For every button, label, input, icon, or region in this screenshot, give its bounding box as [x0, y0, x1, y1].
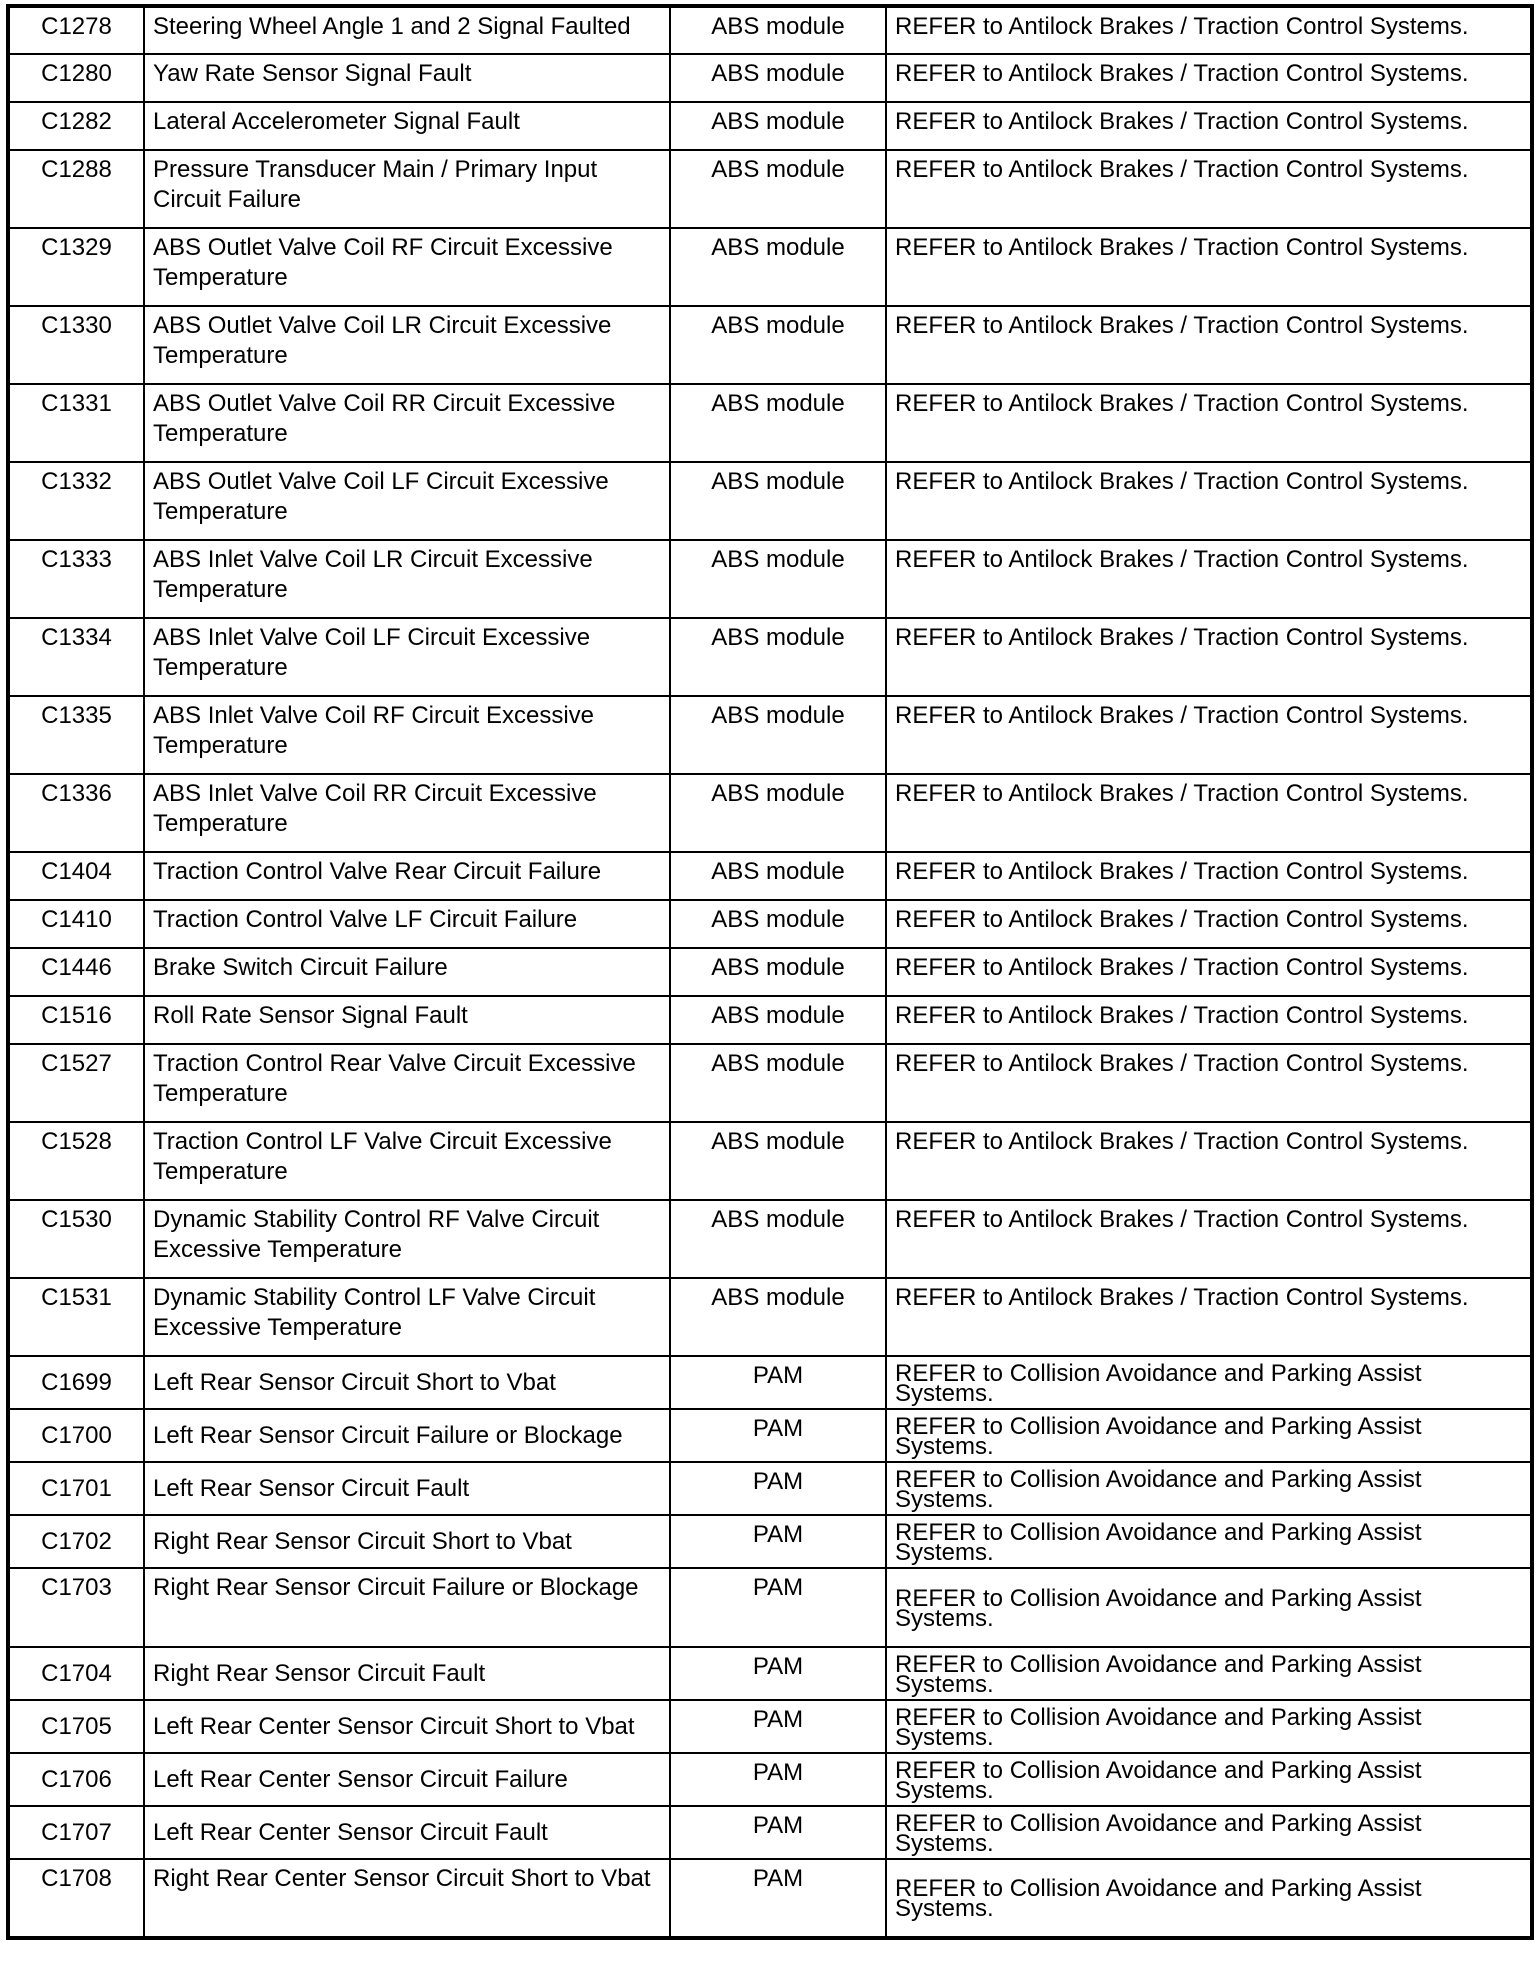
dtc-description: Left Rear Sensor Circuit Short to Vbat [144, 1356, 670, 1409]
dtc-module: PAM [670, 1859, 886, 1938]
table-row [8, 6, 1532, 54]
dtc-module: ABS module [670, 54, 886, 102]
dtc-description: Steering Wheel Angle 1 and 2 Signal Faulted [144, 6, 670, 54]
dtc-module: PAM [670, 1806, 886, 1859]
dtc-action: REFER to Antilock Brakes / Traction Control Systems. [886, 306, 1532, 384]
dtc-code: C1404 [8, 852, 144, 900]
dtc-module: ABS module [670, 948, 886, 996]
dtc-code: C1329 [8, 228, 144, 306]
table-row [8, 540, 1532, 618]
table-row [8, 462, 1532, 540]
dtc-module: ABS module [670, 6, 886, 54]
dtc-description: Right Rear Sensor Circuit Fault [144, 1647, 670, 1700]
dtc-description: Roll Rate Sensor Signal Fault [144, 996, 670, 1044]
dtc-table [6, 4, 1534, 1940]
dtc-code: C1410 [8, 900, 144, 948]
dtc-action: REFER to Antilock Brakes / Traction Control Systems. [886, 948, 1532, 996]
dtc-description: ABS Outlet Valve Coil RR Circuit Excessive Temperature [144, 384, 670, 462]
table-row [8, 1515, 1532, 1568]
dtc-module: ABS module [670, 384, 886, 462]
dtc-module: PAM [670, 1647, 886, 1700]
dtc-module: ABS module [670, 228, 886, 306]
dtc-action: REFER to Antilock Brakes / Traction Control Systems. [886, 900, 1532, 948]
table-row [8, 54, 1532, 102]
table-row [8, 948, 1532, 996]
dtc-module: PAM [670, 1409, 886, 1462]
dtc-module: ABS module [670, 1122, 886, 1200]
dtc-action: REFER to Antilock Brakes / Traction Control Systems. [886, 1122, 1532, 1200]
table-row [8, 1278, 1532, 1356]
dtc-code: C1531 [8, 1278, 144, 1356]
dtc-action: REFER to Antilock Brakes / Traction Control Systems. [886, 540, 1532, 618]
dtc-description: Pressure Transducer Main / Primary Input Circuit Failure [144, 150, 670, 228]
dtc-action: REFER to Collision Avoidance and Parking Assist Systems. [886, 1806, 1532, 1859]
table-row [8, 228, 1532, 306]
table-row [8, 1044, 1532, 1122]
table-row [8, 1356, 1532, 1409]
dtc-description: Lateral Accelerometer Signal Fault [144, 102, 670, 150]
dtc-action: REFER to Collision Avoidance and Parking Assist Systems. [886, 1700, 1532, 1753]
table-row [8, 996, 1532, 1044]
dtc-action: REFER to Collision Avoidance and Parking Assist Systems. [886, 1647, 1532, 1700]
dtc-code: C1701 [8, 1462, 144, 1515]
table-row [8, 1700, 1532, 1753]
dtc-description: Right Rear Sensor Circuit Failure or Blockage [144, 1568, 670, 1647]
table-row [8, 1568, 1532, 1647]
dtc-action: REFER to Collision Avoidance and Parking Assist Systems. [886, 1409, 1532, 1462]
dtc-code: C1278 [8, 6, 144, 54]
dtc-description: Yaw Rate Sensor Signal Fault [144, 54, 670, 102]
table-row [8, 1647, 1532, 1700]
dtc-code: C1516 [8, 996, 144, 1044]
dtc-action: REFER to Antilock Brakes / Traction Control Systems. [886, 54, 1532, 102]
dtc-code: C1528 [8, 1122, 144, 1200]
table-row [8, 618, 1532, 696]
dtc-action: REFER to Collision Avoidance and Parking Assist Systems. [886, 1515, 1532, 1568]
dtc-code: C1331 [8, 384, 144, 462]
dtc-description: Dynamic Stability Control LF Valve Circuit Excessive Temperature [144, 1278, 670, 1356]
dtc-description: ABS Inlet Valve Coil LR Circuit Excessive Temperature [144, 540, 670, 618]
dtc-description: Left Rear Sensor Circuit Failure or Blockage [144, 1409, 670, 1462]
dtc-module: PAM [670, 1753, 886, 1806]
dtc-code: C1332 [8, 462, 144, 540]
dtc-module: ABS module [670, 462, 886, 540]
table-row [8, 1200, 1532, 1278]
dtc-code: C1699 [8, 1356, 144, 1409]
table-row [8, 774, 1532, 852]
dtc-action: REFER to Antilock Brakes / Traction Control Systems. [886, 852, 1532, 900]
table-row [8, 384, 1532, 462]
dtc-code: C1335 [8, 696, 144, 774]
dtc-description: Left Rear Center Sensor Circuit Fault [144, 1806, 670, 1859]
dtc-action: REFER to Antilock Brakes / Traction Control Systems. [886, 6, 1532, 54]
dtc-module: ABS module [670, 306, 886, 384]
dtc-action: REFER to Antilock Brakes / Traction Control Systems. [886, 228, 1532, 306]
dtc-action: REFER to Antilock Brakes / Traction Control Systems. [886, 1278, 1532, 1356]
table-row [8, 1462, 1532, 1515]
dtc-code: C1333 [8, 540, 144, 618]
dtc-module: ABS module [670, 618, 886, 696]
dtc-action: REFER to Collision Avoidance and Parking Assist Systems. [886, 1462, 1532, 1515]
dtc-action: REFER to Antilock Brakes / Traction Control Systems. [886, 618, 1532, 696]
table-row [8, 102, 1532, 150]
dtc-module: ABS module [670, 852, 886, 900]
dtc-module: ABS module [670, 774, 886, 852]
dtc-description: Right Rear Center Sensor Circuit Short to Vbat [144, 1859, 670, 1938]
table-row [8, 1122, 1532, 1200]
dtc-action: REFER to Antilock Brakes / Traction Control Systems. [886, 150, 1532, 228]
dtc-description: ABS Outlet Valve Coil RF Circuit Excessive Temperature [144, 228, 670, 306]
dtc-description: Traction Control Rear Valve Circuit Excessive Temperature [144, 1044, 670, 1122]
dtc-description: ABS Outlet Valve Coil LF Circuit Excessive Temperature [144, 462, 670, 540]
dtc-code: C1703 [8, 1568, 144, 1647]
table-row [8, 150, 1532, 228]
dtc-action: REFER to Antilock Brakes / Traction Control Systems. [886, 774, 1532, 852]
dtc-module: PAM [670, 1700, 886, 1753]
dtc-action: REFER to Collision Avoidance and Parking Assist Systems. [886, 1356, 1532, 1409]
dtc-code: C1706 [8, 1753, 144, 1806]
dtc-code: C1707 [8, 1806, 144, 1859]
dtc-action: REFER to Antilock Brakes / Traction Control Systems. [886, 102, 1532, 150]
dtc-description: Left Rear Center Sensor Circuit Failure [144, 1753, 670, 1806]
dtc-module: ABS module [670, 900, 886, 948]
dtc-description: ABS Inlet Valve Coil RR Circuit Excessive Temperature [144, 774, 670, 852]
table-row [8, 900, 1532, 948]
dtc-code: C1334 [8, 618, 144, 696]
dtc-code: C1446 [8, 948, 144, 996]
dtc-action: REFER to Antilock Brakes / Traction Control Systems. [886, 996, 1532, 1044]
table-row [8, 1409, 1532, 1462]
table-row [8, 1806, 1532, 1859]
dtc-code: C1288 [8, 150, 144, 228]
dtc-description: Dynamic Stability Control RF Valve Circuit Excessive Temperature [144, 1200, 670, 1278]
dtc-module: PAM [670, 1462, 886, 1515]
dtc-module: PAM [670, 1568, 886, 1647]
dtc-description: Traction Control Valve LF Circuit Failure [144, 900, 670, 948]
dtc-description: ABS Inlet Valve Coil LF Circuit Excessive Temperature [144, 618, 670, 696]
table-row [8, 696, 1532, 774]
dtc-module: ABS module [670, 1200, 886, 1278]
dtc-code: C1700 [8, 1409, 144, 1462]
dtc-code: C1708 [8, 1859, 144, 1938]
dtc-module: ABS module [670, 150, 886, 228]
dtc-module: PAM [670, 1356, 886, 1409]
dtc-action: REFER to Collision Avoidance and Parking Assist Systems. [886, 1859, 1532, 1938]
dtc-action: REFER to Antilock Brakes / Traction Control Systems. [886, 462, 1532, 540]
dtc-table-body [8, 6, 1532, 1938]
dtc-description: Traction Control LF Valve Circuit Excessive Temperature [144, 1122, 670, 1200]
dtc-module: PAM [670, 1515, 886, 1568]
dtc-module: ABS module [670, 102, 886, 150]
table-row [8, 1753, 1532, 1806]
dtc-code: C1530 [8, 1200, 144, 1278]
dtc-description: Left Rear Sensor Circuit Fault [144, 1462, 670, 1515]
dtc-code: C1704 [8, 1647, 144, 1700]
dtc-code: C1330 [8, 306, 144, 384]
dtc-description: Brake Switch Circuit Failure [144, 948, 670, 996]
table-row [8, 852, 1532, 900]
dtc-description: Traction Control Valve Rear Circuit Failure [144, 852, 670, 900]
dtc-action: REFER to Antilock Brakes / Traction Control Systems. [886, 384, 1532, 462]
dtc-description: Right Rear Sensor Circuit Short to Vbat [144, 1515, 670, 1568]
dtc-action: REFER to Antilock Brakes / Traction Control Systems. [886, 696, 1532, 774]
dtc-description: ABS Outlet Valve Coil LR Circuit Excessive Temperature [144, 306, 670, 384]
dtc-code: C1280 [8, 54, 144, 102]
dtc-code: C1702 [8, 1515, 144, 1568]
dtc-description: ABS Inlet Valve Coil RF Circuit Excessive Temperature [144, 696, 670, 774]
dtc-module: ABS module [670, 696, 886, 774]
dtc-code: C1282 [8, 102, 144, 150]
dtc-action: REFER to Antilock Brakes / Traction Control Systems. [886, 1200, 1532, 1278]
dtc-action: REFER to Collision Avoidance and Parking Assist Systems. [886, 1568, 1532, 1647]
dtc-module: ABS module [670, 540, 886, 618]
dtc-code: C1336 [8, 774, 144, 852]
dtc-description: Left Rear Center Sensor Circuit Short to Vbat [144, 1700, 670, 1753]
table-row [8, 306, 1532, 384]
dtc-module: ABS module [670, 1044, 886, 1122]
dtc-action: REFER to Antilock Brakes / Traction Control Systems. [886, 1044, 1532, 1122]
dtc-module: ABS module [670, 996, 886, 1044]
dtc-module: ABS module [670, 1278, 886, 1356]
dtc-code: C1705 [8, 1700, 144, 1753]
dtc-code: C1527 [8, 1044, 144, 1122]
dtc-action: REFER to Collision Avoidance and Parking Assist Systems. [886, 1753, 1532, 1806]
table-row [8, 1859, 1532, 1938]
